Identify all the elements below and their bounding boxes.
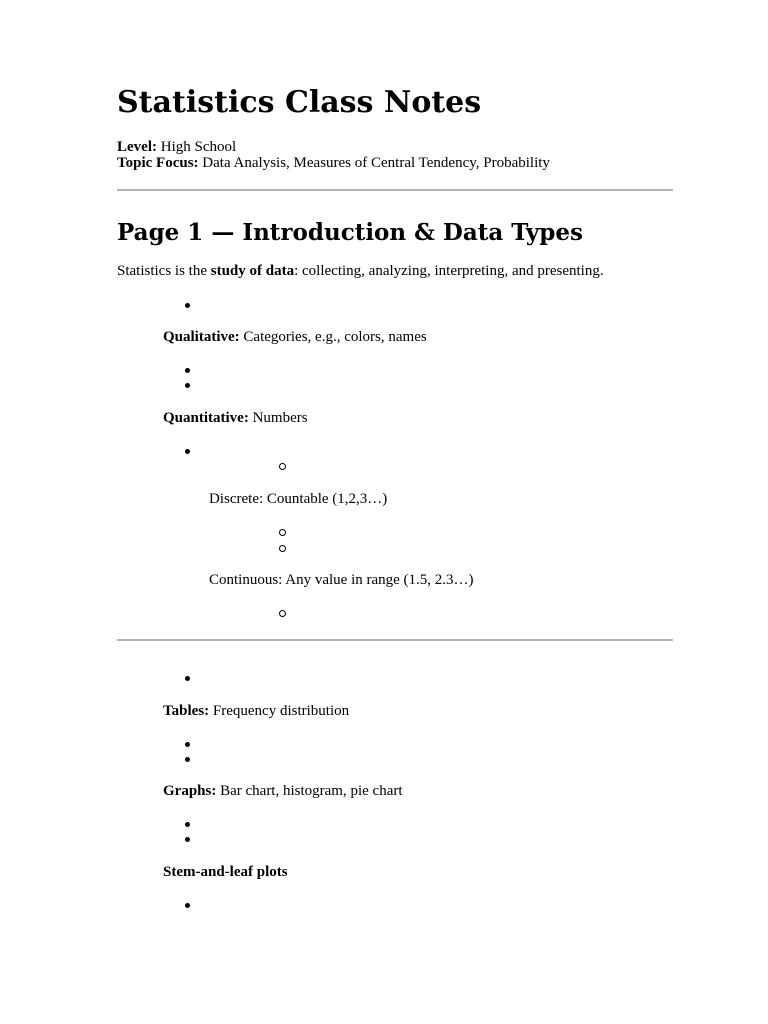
stem-leaf-label: Stem-and-leaf plots — [163, 864, 288, 880]
sub-bullet-circle — [279, 529, 286, 536]
intro-paragraph — [117, 263, 604, 280]
discrete-item: Discrete: Countable (1,2,3…) — [209, 491, 388, 507]
tables-text: Frequency distribution — [209, 703, 350, 719]
qualitative-item — [163, 329, 427, 346]
level-line — [117, 139, 236, 156]
graphs-text: Bar chart, histogram, pie chart — [216, 783, 403, 799]
intro-text-end: : collecting, analyzing, interpreting, and presenting. — [294, 263, 604, 279]
page-title: Statistics Class Notes — [117, 85, 482, 120]
graphs-item — [163, 783, 403, 800]
section-heading: Page 1 — Introduction & Data Types — [117, 219, 583, 246]
continuous-item: Continuous: Any value in range (1.5, 2.3…) — [209, 572, 474, 588]
level-value: High School — [160, 139, 237, 155]
bullet-dot — [185, 303, 190, 308]
bullet-dot — [185, 383, 190, 388]
quantitative-item — [163, 410, 308, 427]
sub-bullet-circle — [279, 545, 286, 552]
bullet-dot — [185, 837, 190, 842]
level-label: Level: — [117, 139, 157, 155]
bullet-dot — [185, 822, 190, 827]
intro-text-start: Statistics is the — [117, 263, 211, 279]
quantitative-text: Numbers — [248, 410, 308, 426]
sub-bullet-circle — [279, 610, 286, 617]
stem-leaf-item — [163, 864, 288, 881]
divider — [117, 189, 673, 191]
topic-value: Data Analysis, Measures of Central Tendency, Probability — [202, 155, 550, 171]
quantitative-label: Quantitative: — [163, 410, 249, 426]
qualitative-text: Categories, e.g., colors, names — [239, 329, 427, 345]
tables-item — [163, 703, 349, 720]
topic-line — [117, 155, 550, 172]
bullet-dot — [185, 676, 190, 681]
bullet-dot — [185, 757, 190, 762]
intro-text-bold: study of data — [210, 263, 295, 279]
bullet-dot — [185, 903, 190, 908]
bullet-dot — [185, 742, 190, 747]
topic-label: Topic Focus: — [117, 155, 199, 171]
sub-bullet-circle — [279, 463, 286, 470]
graphs-label: Graphs: — [163, 783, 217, 799]
divider — [117, 639, 673, 641]
bullet-dot — [185, 449, 190, 454]
qualitative-label: Qualitative: — [163, 329, 240, 345]
tables-label: Tables: — [163, 703, 210, 719]
bullet-dot — [185, 368, 190, 373]
